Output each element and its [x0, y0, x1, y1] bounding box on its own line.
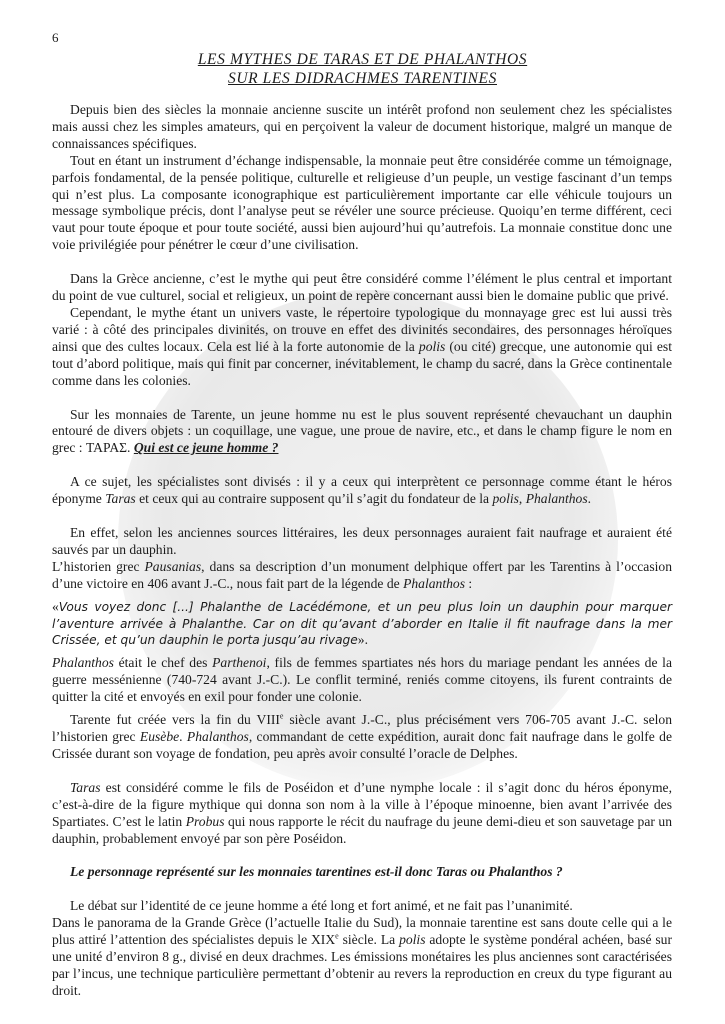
- paragraph-10: Tarente fut créée vers la fin du VIIIe siècle avant J.-C., plus précisément vers 706-705 avant J.-C. selon l’historien grec Eusèbe. Phalanthos, commandant de cette expédition, aurait donc fait naufrage dans le golfe de Crissée durant son voyage de fondation, peu après avoir consulté l’oracle de Delphes.: [52, 711, 672, 761]
- paragraph-1: Depuis bien des siècles la monnaie ancienne suscite un intérêt profond non seulement chez les spécialistes mais aussi chez les simples amateurs, qui en perçoivent la valeur de document historique, malgré un manque de connaissances spécifiques.: [52, 102, 672, 151]
- paragraph-11: Taras est considéré comme le fils de Poséidon et d’une nymphe locale : il s’agit donc du héros éponyme, c’est-à-dire de la figure mythique qui donna son nom à la ville à l’époque minoenne, bien avant l’arrivée des Spartiates. C’est le latin Probus qui nous rapporte le récit du naufrage du jeune demi-dieu et son sauvetage par un dauphin, probablement envoyé par son père Poséidon.: [52, 779, 672, 846]
- title-line-2: SUR LES DIDRACHMES TARENTINES: [228, 70, 497, 87]
- paragraph-7: En effet, selon les anciennes sources littéraires, les deux personnages auraient fait naufrage et auraient été sauvés par un dauphin.: [52, 525, 672, 557]
- section-question: Le personnage représenté sur les monnaies tarentines est-il donc Taras ou Phalanthos ?: [70, 864, 563, 880]
- paragraph-9: Phalanthos était le chef des Parthenoi, fils de femmes spartiates nés hors du mariage pendant les années de la guerre messénienne (740-724 avant J.-C.). Le conflit terminé, reniés comme citoyens, ils furent contraints de quitter la cité et envoyés en exil pour fonder une colonie.: [52, 655, 672, 705]
- paragraph-3: Dans la Grèce ancienne, c’est le mythe qui peut être considéré comme l’élément le plus central et important du point de vue culturel, social et religieux, un point de repère concernant aussi bien le domaine public que privé.: [52, 271, 672, 304]
- page-number: 6: [52, 30, 59, 45]
- title-line-1: LES MYTHES DE TARAS ET DE PHALANTHOS: [197, 51, 528, 68]
- paragraph-12: Le débat sur l’identité de ce jeune homme a été long et fort animé, et ne fait pas l’unanimité.: [70, 898, 573, 914]
- question-highlight: Qui est ce jeune homme ?: [133, 440, 279, 456]
- paragraph-6: A ce sujet, les spécialistes sont divisés : il y a ceux qui interprètent ce personnage comme étant le héros éponyme Taras et ceux qui au contraire supposent qu’il s’agit du fondateur de la polis, Phalanthos.: [52, 474, 672, 507]
- paragraph-8: L’historien grec Pausanias, dans sa description d’un monument delphique offert par les Tarentins à l’occasion d’une victoire en 406 avant J.-C., nous fait part de la légende de Phalanthos :: [52, 558, 672, 591]
- article-body: [52, 102, 672, 1000]
- paragraph-13: Dans le panorama de la Grande Grèce (l’actuelle Italie du Sud), la monnaie tarentine est sans doute celle qui a le plus attiré l’attention des spécialistes depuis le XIXe siècle. La polis adopte le système pondéral achéen, basé sur une unité d’environ 8 g., divisé en deux drachmes. Les émissions monétaires les plus anciennes sont caractérisées par l’incus, une technique particulière permettant d’obtenir au revers la reproduction en creux du type figurant au droit.: [52, 915, 672, 998]
- paragraph-4: Cependant, le mythe étant un univers vaste, le répertoire typologique du monnayage grec est lui aussi très varié : à côté des principales divinités, on trouve en effet des divinités secondaires, des personnages héroïques ainsi que des cultes locaux. Cela est lié à la forte autonomie de la polis (ou cité) grecque, une autonomie qui est tout d’abord politique, mais qui finit par concerner, inévitablement, le champ du sacré, dans la Grèce continentale comme dans les colonies.: [52, 304, 672, 388]
- page-title: [0, 50, 725, 88]
- pausanias-quote: «Vous voyez donc [...] Phalanthe de Lacédémone, et un peu plus loin un dauphin pour marquer l’aventure arrivée à Phalanthe. Car on dit qu’avant d’aborder en Italie il fit naufrage dans la mer Crissée, et qu’un dauphin le porta jusqu’au rivage».: [52, 598, 672, 648]
- paragraph-2: Tout en étant un instrument d’échange indispensable, la monnaie peut être considérée comme un témoignage, parfois fondamental, de la pensée politique, culturelle et religieuse d’un peuple, un vestige fascinant d’un temps qui n’est plus. La composante iconographique est particulièrement importante car elle véhicule toujours un message symbolique précis, dont l’analyse peut se révéler une source précieuse. Quoiqu’en terme différent, ceci vaut pour toute époque et pour toute société, aussi bien aujourd’hui qu’autrefois. La monnaie constitue donc une voie privilégiée pour pénétrer le cœur d’une civilisation.: [52, 152, 672, 253]
- paragraph-5: Sur les monnaies de Tarente, un jeune homme nu est le plus souvent représenté chevauchant un dauphin entouré de divers objets : un coquillage, une vague, une proue de navire, etc., et dans le champ figure le nom en grec : ΤΑΡΑΣ. Qui est ce jeune homme ?: [52, 406, 672, 456]
